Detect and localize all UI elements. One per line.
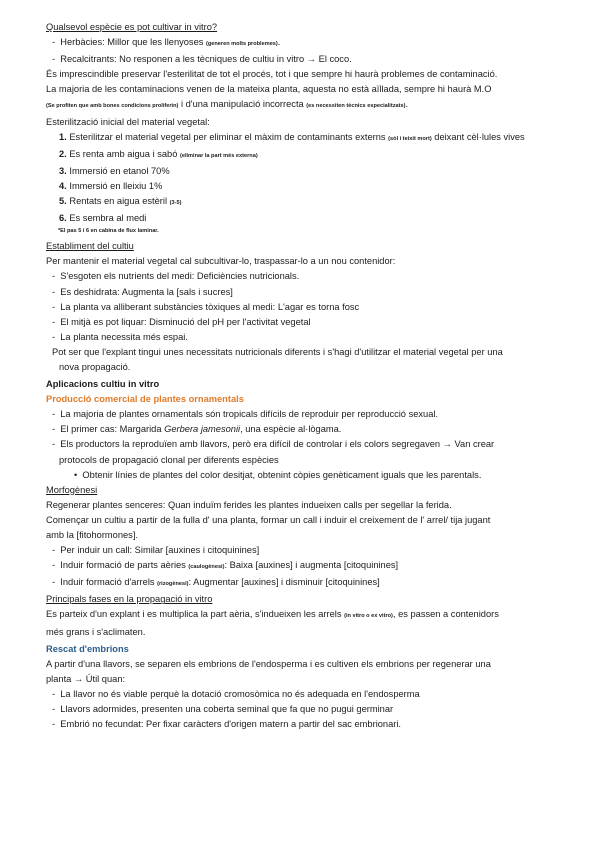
list-item: - El mitjà es pot liquar: Disminució del pH per l'activitat vegetal: [52, 316, 311, 327]
paragraph: Pot ser que l'explant tingui unes necessitats nutricionals diferents i s'hagi d'utilitzar el material vegetal per una: [52, 346, 503, 357]
footnote: *El pas 5 i 6 en cabina de flux laminar.: [58, 228, 159, 235]
list-item: - Llavors adormides, presenten una coberta seminal que fa que no pugui germinar: [52, 704, 394, 715]
list-item: - La planta va alliberant substàncies tòxiques al medi: L'agar es torna fosc: [52, 301, 360, 312]
paragraph: Es parteix d'un explant i es multiplica la part aèria, s'indueixen les arrels (in vitro o ex vitro), es passen a contenidors: [46, 609, 499, 620]
paragraph: amb la [fitohormones].: [46, 530, 138, 540]
paragraph: més grans i s'aclimaten.: [46, 626, 146, 637]
paragraph: planta → Útil quan:: [46, 673, 126, 684]
list-item: - Es deshidrata: Augmenta la [sals i sucres]: [52, 286, 233, 297]
paragraph: Començar un cultiu a partir de la fulla d' una planta, formar un call i induir el creixement de l' arrel/ tija jugant: [46, 514, 491, 525]
bullet-item: • Obtenir línies de plantes del color desitjat, obtenint còpies genèticament iguals que les parentals.: [74, 469, 482, 480]
paragraph: nova propagació.: [59, 361, 131, 372]
list-item: - Embrió no fecundat: Per fixar caràcters d'origen matern a partir del sac embrionari.: [52, 719, 402, 730]
paragraph: A partir d'una llavors, se separen els embrions de l'endosperma i es cultiven els embrions per regenerar una: [46, 658, 491, 669]
list-item: - La majoria de plantes ornamentals són tropicals difícils de reproduir per reproducció sexual.: [52, 409, 439, 420]
subsection-heading: Rescat d'embrions: [46, 643, 129, 654]
list-item: - Els productors la reproduïen amb llavors, però era difícil de controlar i els colors segregaven → Van crear: [52, 439, 495, 450]
list-item: 4. Immersió en lleixiu 1%: [59, 180, 163, 191]
list-item: - La planta necessita més espai.: [52, 331, 188, 342]
question-heading: Qualsevol espècie es pot cultivar in vitro?: [46, 22, 218, 32]
section-heading: Aplicacions cultiu in vitro: [46, 379, 160, 390]
paragraph: És imprescindible preservar l'esterilitat de tot el procés, tot i que sempre hi haurà problemes de contaminació.: [46, 69, 498, 80]
section-heading: Esterilització inicial del material vegetal:: [46, 116, 210, 127]
list-item: - Recalcitrants: No responen a les tècniques de cultiu in vitro → El coco.: [52, 54, 352, 65]
document-page: [46, 20, 560, 732]
list-item: 6. Es sembra al medi: [59, 213, 147, 224]
subsection-heading: Producció comercial de plantes ornamentals: [46, 394, 244, 405]
paragraph: Regenerar plantes senceres: Quan induïm ferides les plantes indueixen calls per segellar la ferida.: [46, 499, 452, 510]
list-item: 1. Esterilitzar el material vegetal per eliminar el màxim de contaminants externs (sòl i teixit mort) deixant cèl·lules vives: [59, 131, 525, 142]
paragraph: (Se profiten que amb bones condicions proliferin) i d'una manipulació incorrecta (es necessiten tècnics especialitzats).: [46, 99, 409, 110]
paragraph: Per mantenir el material vegetal cal subcultivar-lo, traspassar-lo a un nou contenidor:: [46, 256, 396, 267]
paragraph: La majoria de les contaminacions venen de la mateixa planta, aquesta no està aïllada, sempre hi haurà M.O: [46, 84, 492, 95]
list-item: 5. Rentats en aigua estèril (3-5): [59, 196, 182, 207]
section-heading: Principals fases en la propagació in vitro: [46, 594, 213, 605]
list-item: 2. Es renta amb aigua i sabó (eliminar la part més externa): [59, 148, 258, 159]
list-item: 3. Immersió en etanol 70%: [59, 165, 170, 176]
list-item: - El primer cas: Margarida Gerbera jamesonii, una espècie al·lògama.: [52, 424, 342, 435]
list-item-continuation: protocols de propagació clonal per diferents espècies: [59, 454, 279, 465]
section-heading: Establiment del cultiu: [46, 241, 134, 252]
list-item: - Induir formació de parts aèries (caulogènesi): Baixa [auxines] i augmenta [citoquinines]: [52, 560, 399, 571]
list-item: - S'esgoten els nutrients del medi: Deficiències nutricionals.: [52, 271, 300, 282]
section-heading: Morfogènesi: [46, 484, 98, 495]
list-item: - Herbàcies: Millor que les llenyoses (generen molts problemes).: [52, 37, 281, 48]
list-item: - Per induir un call: Similar [auxines i citoquinines]: [52, 545, 260, 556]
list-item: - Induir formació d'arrels (rizogènesi): Augmentar [auxines] i disminuir [citoquinines]: [52, 577, 380, 588]
list-item: - La llavor no és viable perquè la dotació cromosòmica no és adequada en l'endosperma: [52, 688, 420, 699]
